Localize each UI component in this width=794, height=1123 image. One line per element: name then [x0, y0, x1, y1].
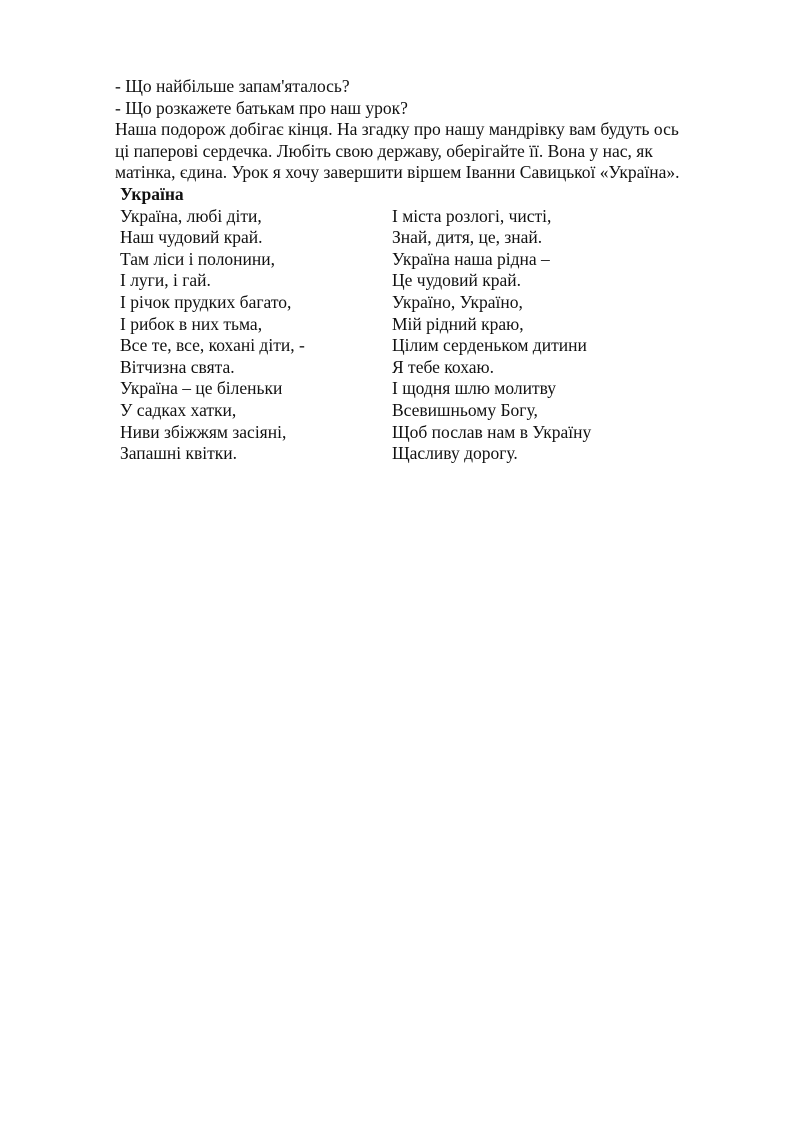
closing-line-2: ці паперові сердечка. Любіть свою державу, оберігайте її. Вона у нас, як — [115, 140, 653, 161]
poem-line: Україна – це біленьки — [120, 378, 283, 399]
poem-body — [120, 206, 735, 465]
poem-line: І щодня шлю молитву — [392, 378, 557, 399]
closing-paragraph — [115, 119, 735, 184]
poem-line: Україна наша рідна – — [392, 248, 550, 269]
poem-line: Знай, дитя, це, знай. — [392, 227, 543, 248]
poem-right-column — [392, 206, 712, 465]
poem-line: Мій рідний краю, — [392, 313, 524, 334]
poem-line: Наш чудовий край. — [120, 227, 263, 248]
question-tell-parents: - Що розкажете батькам про наш урок? — [115, 97, 408, 118]
poem-line: Вітчизна свята. — [120, 356, 235, 377]
poem-line: Всевишньому Богу, — [392, 399, 538, 420]
poem-line: Це чудовий край. — [392, 270, 522, 291]
poem-line: Щасливу дорогу. — [392, 443, 518, 464]
poem-line: І луги, і гай. — [120, 270, 211, 291]
poem-line: У садках хатки, — [120, 399, 237, 420]
poem-line: Ниви збіжжям засіяні, — [120, 421, 287, 442]
poem-title: Україна — [120, 183, 184, 204]
closing-line-1: Наша подорож добігає кінця. На згадку про нашу мандрівку вам будуть ось — [115, 119, 679, 140]
poem-line: Цілим серденьком дитини — [392, 335, 587, 356]
poem-left-column — [120, 206, 392, 465]
poem-line: Україно, Україно, — [392, 291, 523, 312]
poem-line: І рибок в них тьма, — [120, 313, 263, 334]
poem-line: Все те, все, кохані діти, - — [120, 335, 305, 356]
poem-line: І міста розлогі, чисті, — [392, 205, 552, 226]
poem-line: Я тебе кохаю. — [392, 356, 494, 377]
poem-line: Україна, любі діти, — [120, 205, 262, 226]
poem-line: Щоб послав нам в Україну — [392, 421, 592, 442]
document-page — [115, 76, 735, 465]
poem-line: Запашні квітки. — [120, 443, 238, 464]
closing-line-3: матінка, єдина. Урок я хочу завершити віршем Іванни Савицької «Україна». — [115, 162, 680, 183]
poem-line: Там ліси і полонини, — [120, 248, 276, 269]
question-remembered: - Що найбільше запам'яталось? — [115, 76, 350, 96]
poem-line: І річок прудких багато, — [120, 291, 292, 312]
